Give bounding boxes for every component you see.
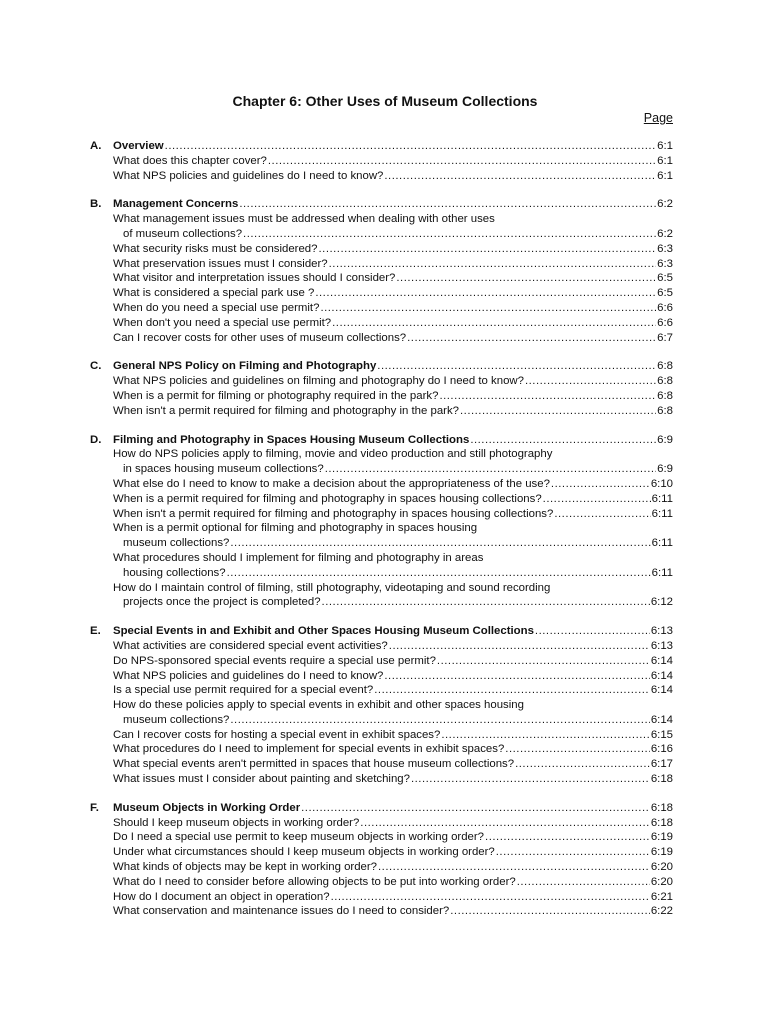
dot-leader <box>230 713 649 728</box>
dot-leader <box>396 271 656 286</box>
toc-entry[interactable] <box>90 389 673 404</box>
entry-text: What kinds of objects may be kept in working order? <box>113 861 378 874</box>
page-number: 6:17 <box>650 758 673 771</box>
toc-entry[interactable] <box>90 757 673 772</box>
page-column-header: Page <box>643 111 673 125</box>
entry-text: When isn't a permit required for filming and photography in spaces housing collections? <box>113 507 554 520</box>
entry-text: projects once the project is completed? <box>123 596 321 609</box>
toc-entry[interactable] <box>90 683 673 698</box>
entry-text: What procedures do I need to implement for special events in exhibit spaces? <box>113 743 505 756</box>
dot-leader <box>441 728 649 743</box>
toc-section-heading[interactable] <box>90 801 673 816</box>
entry-text: How do these policies apply to special events in exhibit and other spaces housing <box>113 699 524 712</box>
toc-entry[interactable] <box>90 654 673 669</box>
page-number: 6:20 <box>650 861 673 874</box>
section-letter: F. <box>90 801 99 814</box>
toc-entry[interactable] <box>90 772 673 787</box>
page-number: 6:8 <box>657 389 673 402</box>
entry-text: What management issues must be addressed when dealing with other uses <box>113 213 495 226</box>
dot-leader <box>485 830 650 845</box>
page-number: 6:20 <box>650 875 673 888</box>
toc-entry[interactable] <box>90 536 673 551</box>
entry-text: When is a permit for filming or photography required in the park? <box>113 389 439 402</box>
page-number: 6:8 <box>657 360 673 373</box>
dot-leader <box>470 433 656 448</box>
toc-entry[interactable] <box>90 521 673 536</box>
dot-leader <box>332 316 656 331</box>
page-number: 6:21 <box>650 890 673 903</box>
entry-text: What NPS policies and guidelines on filming and photography do I need to know? <box>113 375 524 388</box>
section-title: Filming and Photography in Spaces Housing Museum Collections <box>113 433 470 446</box>
dot-leader <box>325 462 656 477</box>
dot-leader <box>239 197 656 212</box>
toc-entry[interactable] <box>90 271 673 286</box>
section-title: Museum Objects in Working Order <box>113 801 301 814</box>
entry-text: museum collections? <box>123 537 230 550</box>
page-number: 6:11 <box>651 507 673 520</box>
entry-text: Can I recover costs for other uses of museum collections? <box>113 331 407 344</box>
dot-leader <box>384 169 656 184</box>
section-title: Overview <box>113 140 164 152</box>
page-number: 6:22 <box>650 905 673 918</box>
page-number: 6:11 <box>651 537 673 550</box>
entry-text: Do I need a special use permit to keep museum objects in working order? <box>113 831 485 844</box>
toc-entry[interactable] <box>90 286 673 301</box>
entry-text: museum collections? <box>123 713 230 726</box>
entry-text: Do NPS-sponsored special events require a special use permit? <box>113 654 436 667</box>
entry-text: in spaces housing museum collections? <box>123 463 324 476</box>
toc-section-heading[interactable] <box>90 139 673 154</box>
toc-section-heading[interactable] <box>90 359 673 374</box>
dot-leader <box>320 301 656 316</box>
page-number: 6:11 <box>651 492 673 505</box>
dot-leader <box>389 639 650 654</box>
toc-entry[interactable] <box>90 212 673 227</box>
toc-entry[interactable] <box>90 154 673 169</box>
toc-entry[interactable] <box>90 581 673 596</box>
toc-entry[interactable] <box>90 830 673 845</box>
page-number: 6:6 <box>657 301 673 314</box>
dot-leader <box>543 492 651 507</box>
page-number: 6:2 <box>657 227 673 240</box>
dot-leader <box>243 227 656 242</box>
entry-text: What preservation issues must I consider? <box>113 257 328 270</box>
dot-leader <box>384 669 649 684</box>
section-title: Management Concerns <box>113 198 239 211</box>
toc-entry[interactable] <box>90 566 673 581</box>
toc-section-heading[interactable] <box>90 197 673 212</box>
dot-leader <box>411 772 650 787</box>
page-number: 6:19 <box>650 846 673 859</box>
toc-section <box>90 197 673 345</box>
entry-text: of museum collections? <box>123 227 243 240</box>
dot-leader <box>551 477 650 492</box>
dot-leader <box>407 331 656 346</box>
section-letter: B. <box>90 198 102 211</box>
entry-text: What else do I need to know to make a decision about the appropriateness of the use? <box>113 477 550 490</box>
toc-entry[interactable] <box>90 447 673 462</box>
page-number: 6:1 <box>657 154 673 167</box>
dot-leader <box>301 801 650 816</box>
toc-section-heading[interactable] <box>90 624 673 639</box>
toc-section <box>90 624 673 787</box>
toc-entry[interactable] <box>90 316 673 331</box>
dot-leader <box>322 595 650 610</box>
section-title: Special Events in and Exhibit and Other Spaces Housing Museum Collections <box>113 625 534 638</box>
page-number: 6:11 <box>651 566 673 579</box>
toc-entry[interactable] <box>90 713 673 728</box>
entry-text: What NPS policies and guidelines do I need to know? <box>113 669 384 682</box>
toc-section <box>90 139 673 183</box>
page-number: 6:1 <box>657 169 673 182</box>
toc-entry[interactable] <box>90 462 673 477</box>
dot-leader <box>230 536 650 551</box>
dot-leader <box>360 816 650 831</box>
entry-text: What security risks must be considered? <box>113 242 318 255</box>
dot-leader <box>165 139 656 154</box>
chapter-title: Chapter 6: Other Uses of Museum Collections <box>232 93 538 109</box>
dot-leader <box>439 389 656 404</box>
dot-leader <box>227 566 651 581</box>
entry-text: housing collections? <box>123 566 226 579</box>
toc-entry[interactable] <box>90 374 673 389</box>
section-title: General NPS Policy on Filming and Photography <box>113 360 377 373</box>
entry-text: Can I recover costs for hosting a special event in exhibit spaces? <box>113 728 441 741</box>
page-number: 6:14 <box>650 684 673 697</box>
toc-entry[interactable] <box>90 301 673 316</box>
entry-text: What is considered a special park use ? <box>113 287 315 300</box>
entry-text: What special events aren't permitted in spaces that house museum collections? <box>113 758 515 771</box>
toc-entry[interactable] <box>90 404 673 419</box>
entry-text: What do I need to consider before allowing objects to be put into working order? <box>113 875 516 888</box>
dot-leader <box>331 890 650 905</box>
toc-entry[interactable] <box>90 227 673 242</box>
toc-entry[interactable] <box>90 698 673 713</box>
toc-entry[interactable] <box>90 890 673 905</box>
dot-leader <box>318 242 656 257</box>
toc-section-heading[interactable] <box>90 433 673 448</box>
dot-leader <box>377 359 656 374</box>
page-number: 6:10 <box>650 477 673 490</box>
page-number: 6:6 <box>657 316 673 329</box>
page-number: 6:5 <box>657 272 673 285</box>
page-number: 6:19 <box>650 831 673 844</box>
toc-entry[interactable] <box>90 875 673 890</box>
page-number: 6:15 <box>650 728 673 741</box>
dot-leader <box>437 654 650 669</box>
page-number: 6:5 <box>657 287 673 300</box>
toc-entry[interactable] <box>90 816 673 831</box>
toc-entry[interactable] <box>90 728 673 743</box>
page-number: 6:18 <box>650 773 673 786</box>
toc-entry[interactable] <box>90 742 673 757</box>
page-number: 6:13 <box>650 639 673 652</box>
page-number: 6:3 <box>657 242 673 255</box>
toc-entry[interactable] <box>90 551 673 566</box>
page-number: 6:14 <box>650 669 673 682</box>
toc-entry[interactable] <box>90 860 673 875</box>
section-letter: E. <box>90 625 101 638</box>
dot-leader <box>515 757 650 772</box>
entry-text: How do NPS policies apply to filming, movie and video production and still photography <box>113 448 553 461</box>
dot-leader <box>525 374 656 389</box>
page-number: 6:16 <box>650 743 673 756</box>
dot-leader <box>268 154 656 169</box>
entry-text: How do I document an object in operation? <box>113 890 330 903</box>
toc-entry[interactable] <box>90 595 673 610</box>
toc-entry[interactable] <box>90 492 673 507</box>
toc-entry[interactable] <box>90 477 673 492</box>
page-number: 6:14 <box>650 713 673 726</box>
toc-entry[interactable] <box>90 845 673 860</box>
dot-leader <box>329 257 657 272</box>
entry-text: When is a permit required for filming and photography in spaces housing collections? <box>113 492 542 505</box>
page-number: 6:18 <box>650 816 673 829</box>
entry-text: When do you need a special use permit? <box>113 301 320 314</box>
toc-entry[interactable] <box>90 242 673 257</box>
dot-leader <box>535 624 650 639</box>
dot-leader <box>554 507 650 522</box>
entry-text: When isn't a permit required for filming and photography in the park? <box>113 404 459 417</box>
section-letter: A. <box>90 140 102 152</box>
table-of-contents <box>90 139 673 933</box>
dot-leader <box>517 875 650 890</box>
page-number: 6:7 <box>657 331 673 344</box>
page-number: 6:3 <box>657 257 673 270</box>
toc-entry[interactable] <box>90 639 673 654</box>
toc-section <box>90 801 673 919</box>
page-number: 6:13 <box>650 625 673 638</box>
page-number: 6:18 <box>650 801 673 814</box>
entry-text: How do I maintain control of filming, still photography, videotaping and sound recording <box>113 581 551 594</box>
entry-text: Under what circumstances should I keep museum objects in working order? <box>113 846 495 859</box>
dot-leader <box>460 404 656 419</box>
entry-text: When don't you need a special use permit? <box>113 316 332 329</box>
toc-section <box>90 359 673 418</box>
page-number: 6:8 <box>657 404 673 417</box>
section-letter: C. <box>90 360 102 373</box>
dot-leader <box>505 742 650 757</box>
dot-leader <box>450 904 650 919</box>
toc-entry[interactable] <box>90 904 673 919</box>
entry-text: What procedures should I implement for filming and photography in areas <box>113 551 484 564</box>
dot-leader <box>378 860 650 875</box>
page-number: 6:8 <box>657 375 673 388</box>
entry-text: What issues must I consider about painting and sketching? <box>113 773 410 786</box>
entry-text: What activities are considered special event activities? <box>113 639 388 652</box>
page-number: 6:2 <box>657 198 673 211</box>
entry-text: When is a permit optional for filming and photography in spaces housing <box>113 522 478 535</box>
toc-section <box>90 433 673 611</box>
entry-text: What visitor and interpretation issues should I consider? <box>113 272 396 285</box>
page-number: 6:14 <box>650 654 673 667</box>
entry-text: What conservation and maintenance issues do I need to consider? <box>113 905 450 918</box>
entry-text: What does this chapter cover? <box>113 154 267 167</box>
dot-leader <box>374 683 650 698</box>
entry-text: Is a special use permit required for a special event? <box>113 684 374 697</box>
page-number: 6:9 <box>657 433 673 446</box>
toc-entry[interactable] <box>90 669 673 684</box>
entry-text: Should I keep museum objects in working order? <box>113 816 360 829</box>
page-number: 6:9 <box>657 463 673 476</box>
toc-entry[interactable] <box>90 507 673 522</box>
toc-entry[interactable] <box>90 257 673 272</box>
entry-text: What NPS policies and guidelines do I need to know? <box>113 169 384 182</box>
page-number: 6:1 <box>657 140 673 152</box>
page-number: 6:12 <box>650 596 673 609</box>
toc-entry[interactable] <box>90 331 673 346</box>
section-letter: D. <box>90 433 102 446</box>
dot-leader <box>315 286 656 301</box>
toc-entry[interactable] <box>90 169 673 184</box>
dot-leader <box>496 845 650 860</box>
